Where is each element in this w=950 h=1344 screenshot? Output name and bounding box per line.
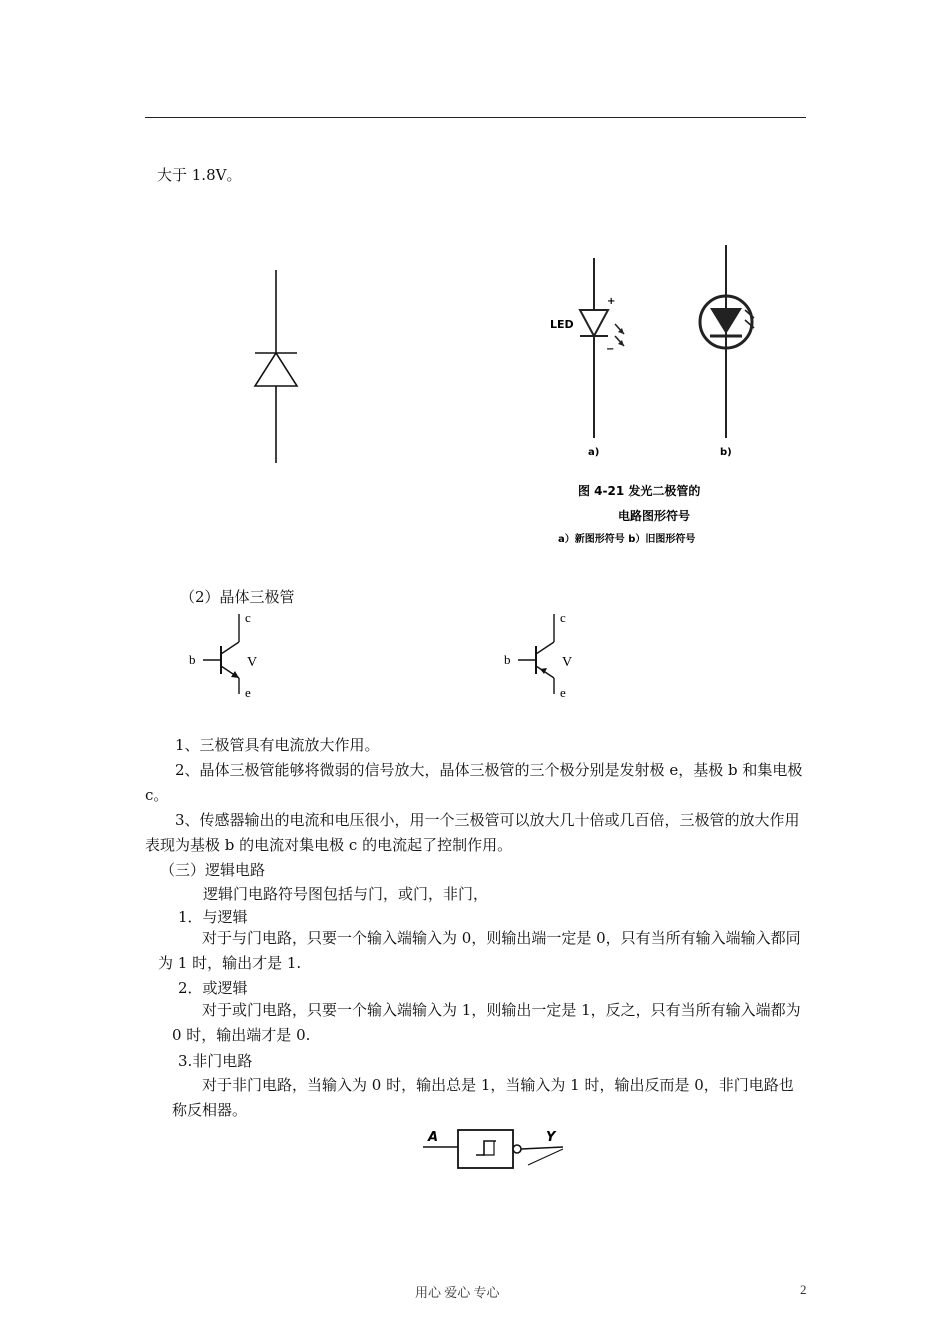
gate-input-label: A <box>428 1130 439 1145</box>
transistor-point-1: 1、三极管具有电流放大作用。 <box>175 736 380 754</box>
logic-intro: 逻辑门电路符号图包括与门，或门，非门， <box>203 885 489 903</box>
emitter-label: e <box>245 685 251 700</box>
figure-caption-line3: a）新图形符号 b）旧图形符号 <box>558 534 696 545</box>
emitter-label: e <box>560 685 566 700</box>
transistor-v-label: V <box>562 655 573 670</box>
led-label: LED <box>550 318 574 331</box>
or-heading: 2．或逻辑 <box>178 979 248 997</box>
transistor-v-label: V <box>247 655 258 670</box>
page-number: 2 <box>800 1282 807 1297</box>
or-text: 对于或门电路，只要一个输入端输入为 1，则输出一定是 1，反之，只有当所有输入端都为 0 时，输出端才是 0. <box>172 1001 801 1044</box>
header-rule <box>145 117 806 118</box>
led-figure <box>540 240 790 560</box>
transistor-point-2: 2、晶体三极管能够将微弱的信号放大，晶体三极管的三个极分别是发射极 e，基极 b 和集电极 c。 <box>145 761 803 804</box>
not-heading: 3.非门电路 <box>178 1052 253 1070</box>
and-heading: 1．与逻辑 <box>178 908 248 926</box>
and-text: 对于与门电路，只要一个输入端输入为 0，则输出端一定是 0，只有当所有输入端输入都同为 1 时，输出才是 1. <box>158 929 801 972</box>
not-text: 对于非门电路，当输入为 0 时，输出总是 1，当输入为 1 时，输出反而是 0，非门电路也称反相器。 <box>172 1076 794 1119</box>
intro-text: 大于 1.8V。 <box>157 166 242 184</box>
diode-symbol <box>245 268 315 466</box>
logic-heading: （三）逻辑电路 <box>160 861 266 879</box>
gate-output-label: Y <box>546 1130 556 1145</box>
plus-sign: + <box>607 296 616 307</box>
not-gate-symbol <box>418 1125 578 1175</box>
transistor-symbol-1 <box>185 608 275 703</box>
transistor-symbol-2 <box>500 608 590 703</box>
footer-text: 用心 爱心 专心 <box>415 1285 500 1300</box>
collector-label: c <box>560 610 566 625</box>
base-label: b <box>504 652 511 667</box>
base-label: b <box>189 652 196 667</box>
minus-sign: − <box>606 344 615 355</box>
transistor-point-3: 3、传感器输出的电流和电压很小，用一个三极管可以放大几十倍或几百倍，三极管的放大作用表现为基极 b 的电流对集电极 c 的电流起了控制作用。 <box>145 811 800 854</box>
figure-caption-line1: 图 4-21 发光二极管的 <box>578 484 701 498</box>
transistor-heading: （2）晶体三极管 <box>180 588 295 606</box>
label-a: a) <box>588 447 600 458</box>
collector-label: c <box>245 610 251 625</box>
figure-caption-line2: 电路图形符号 <box>618 509 691 523</box>
label-b: b) <box>720 447 732 458</box>
